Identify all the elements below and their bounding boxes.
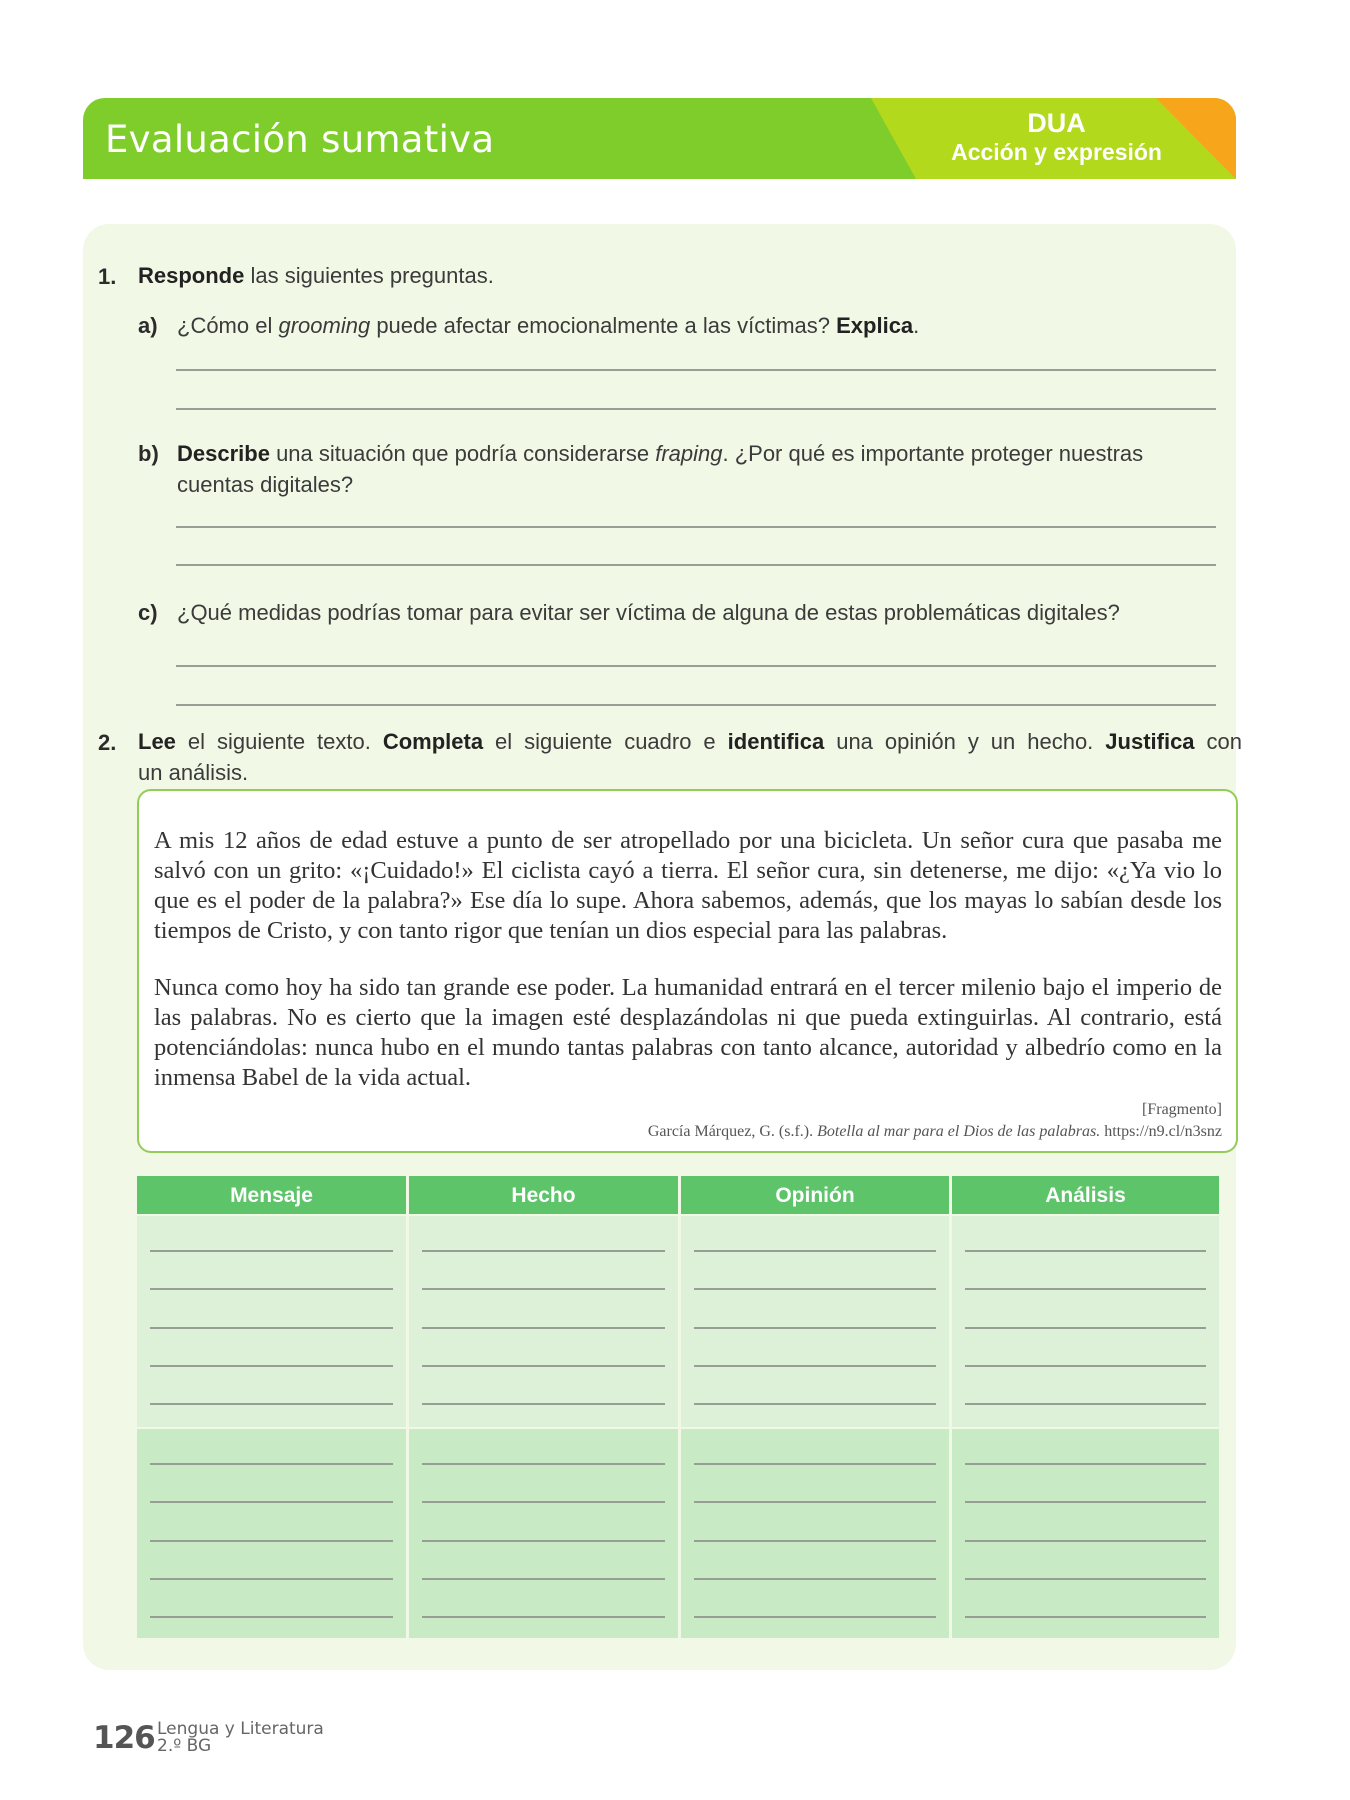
q2-verb-completa: Completa: [382, 729, 484, 754]
answer-line[interactable]: [176, 704, 1216, 706]
answer-line[interactable]: [150, 1288, 393, 1290]
answer-line[interactable]: [422, 1463, 665, 1465]
item-a-verb: Explica: [836, 313, 914, 338]
answer-line[interactable]: [694, 1578, 936, 1580]
dua-badge-subtitle: Acción y expresión: [951, 139, 1162, 165]
answer-line[interactable]: [965, 1327, 1206, 1329]
answer-line[interactable]: [176, 369, 1216, 371]
answer-line[interactable]: [150, 1250, 393, 1252]
column-header-opinion: Opinión: [681, 1176, 949, 1214]
item-c-letter: c): [138, 600, 158, 625]
answer-line[interactable]: [422, 1403, 665, 1405]
passage-paragraph-2: Nunca como hoy ha sido tan grande ese poder. La humanidad entrará en el tercer milenio bajo el imperio de las palabras. No es cierto que la imagen esté desplazándolas ni que pueda extinguirlas. Al contrario, está potenciándolas: nunca hubo en el mundo tantas palabras con tanto alcance, autoridad y albedrío como en la inmensa Babel de la vida actual.: [154, 974, 1222, 1091]
answer-line[interactable]: [965, 1463, 1206, 1465]
answer-line[interactable]: [422, 1288, 665, 1290]
answer-line[interactable]: [422, 1578, 665, 1580]
footer-grade: 2.º BG: [157, 1736, 212, 1756]
question-1-verb: Responde: [138, 263, 245, 288]
dua-badge: [951, 108, 1162, 166]
answer-line[interactable]: [150, 1501, 393, 1503]
item-a-end: .: [913, 313, 920, 338]
answer-line[interactable]: [422, 1616, 665, 1618]
question-2-prompt: [138, 727, 1242, 757]
dua-badge-title: DUA: [1027, 108, 1086, 138]
item-b-term: fraping: [655, 441, 723, 466]
column-header-hecho: Hecho: [409, 1176, 678, 1214]
table-cell-hecho-row-2: [409, 1429, 678, 1638]
item-a-letter: a): [138, 313, 158, 338]
item-a-text: [177, 311, 919, 341]
answer-line[interactable]: [694, 1463, 936, 1465]
answer-line[interactable]: [965, 1365, 1206, 1367]
q2-verb-identifica: identifica: [727, 729, 825, 754]
answer-line[interactable]: [422, 1250, 665, 1252]
answer-line[interactable]: [965, 1616, 1206, 1618]
citation-url: https://n9.cl/n3snz: [1100, 1123, 1222, 1140]
answer-line[interactable]: [694, 1365, 936, 1367]
item-b-text-line2: cuentas digitales?: [177, 472, 354, 497]
answer-line[interactable]: [965, 1578, 1206, 1580]
section-title: Evaluación sumativa: [105, 118, 495, 161]
table-cell-analisis-row-2: [952, 1429, 1219, 1638]
item-b-text: [177, 439, 1143, 469]
q2-verb-justifica: Justifica: [1105, 729, 1195, 754]
q2-text: el siguiente texto.: [175, 729, 383, 754]
q2-text: con: [1194, 729, 1242, 754]
answer-line[interactable]: [176, 526, 1216, 528]
answer-line[interactable]: [694, 1403, 936, 1405]
answer-line[interactable]: [422, 1540, 665, 1542]
item-b-post: . ¿Por qué es importante proteger nuestras: [722, 441, 1144, 466]
answer-line[interactable]: [150, 1403, 393, 1405]
item-c-text: ¿Qué medidas podrías tomar para evitar ser víctima de alguna de estas problemáticas digitales?: [177, 600, 1120, 625]
item-a-pre: ¿Cómo el: [177, 313, 279, 338]
answer-line[interactable]: [694, 1288, 936, 1290]
table-cell-mensaje-row-2: [137, 1429, 406, 1638]
answer-line[interactable]: [176, 665, 1216, 667]
answer-line[interactable]: [965, 1288, 1206, 1290]
footer-subject: [157, 1721, 324, 1755]
citation-title: Botella al mar para el Dios de las palabras.: [817, 1123, 1101, 1140]
table-cell-analisis-row-1: [952, 1216, 1219, 1427]
table-cell-opinion-row-2: [681, 1429, 949, 1638]
answer-line[interactable]: [965, 1540, 1206, 1542]
answer-line[interactable]: [150, 1616, 393, 1618]
fragment-label: [Fragmento]: [1142, 1101, 1222, 1118]
question-2-number: 2.: [98, 730, 117, 755]
answer-line[interactable]: [176, 408, 1216, 410]
citation: [648, 1123, 1222, 1141]
answer-line[interactable]: [422, 1327, 665, 1329]
column-header-mensaje: Mensaje: [137, 1176, 406, 1214]
item-b-verb: Describe: [177, 441, 270, 466]
column-header-analisis: Análisis: [952, 1176, 1219, 1214]
q2-verb-lee: Lee: [138, 729, 176, 754]
table-cell-opinion-row-1: [681, 1216, 949, 1427]
answer-line[interactable]: [150, 1540, 393, 1542]
passage-paragraph-1: A mis 12 años de edad estuve a punto de ser atropellado por una bicicleta. Un señor cura que pasaba me salvó con un grito: «¡Cuidado!» El ciclista cayó a tierra. El señor cura, sin detenerse, me dijo: «¿Ya vio lo que es el poder de la palabra?» Ese día lo supe. Ahora sabemos, además, que los mayas lo sabían desde los tiempos de Cristo, y con tanto rigor que tenían un dios especial para las palabras.: [154, 827, 1222, 944]
answer-line[interactable]: [694, 1250, 936, 1252]
answer-line[interactable]: [150, 1463, 393, 1465]
item-a-term: grooming: [278, 313, 371, 338]
answer-line[interactable]: [965, 1501, 1206, 1503]
question-2-prompt-line2: un análisis.: [138, 760, 249, 785]
answer-line[interactable]: [422, 1365, 665, 1367]
answer-line[interactable]: [694, 1616, 936, 1618]
answer-line[interactable]: [176, 564, 1216, 566]
item-a-post: puede afectar emocionalmente a las víctimas?: [370, 313, 837, 338]
answer-line[interactable]: [422, 1501, 665, 1503]
section-header: [83, 98, 1236, 179]
question-1-number: 1.: [98, 264, 117, 289]
answer-line[interactable]: [694, 1540, 936, 1542]
item-b-pre: una situación que podría considerarse: [269, 441, 656, 466]
q2-text: el siguiente cuadro e: [483, 729, 728, 754]
footer-subject-name: Lengua y Literatura: [157, 1719, 324, 1739]
table-header-row: [137, 1176, 1219, 1214]
question-1-prompt: [138, 261, 494, 291]
question-1-rest: las siguientes preguntas.: [244, 263, 494, 288]
table-cell-hecho-row-1: [409, 1216, 678, 1427]
reading-passage-box: [137, 789, 1238, 1153]
answer-line[interactable]: [150, 1578, 393, 1580]
q2-text: una opinión y un hecho.: [824, 729, 1106, 754]
answer-line[interactable]: [694, 1501, 936, 1503]
answer-line[interactable]: [694, 1327, 936, 1329]
citation-author: García Márquez, G. (s.f.).: [647, 1123, 818, 1140]
answer-line[interactable]: [965, 1403, 1206, 1405]
table-cell-mensaje-row-1: [137, 1216, 406, 1427]
answer-line[interactable]: [150, 1327, 393, 1329]
answer-line[interactable]: [965, 1250, 1206, 1252]
answer-line[interactable]: [150, 1365, 393, 1367]
item-b-letter: b): [138, 441, 159, 466]
page-number: 126: [93, 1720, 155, 1756]
